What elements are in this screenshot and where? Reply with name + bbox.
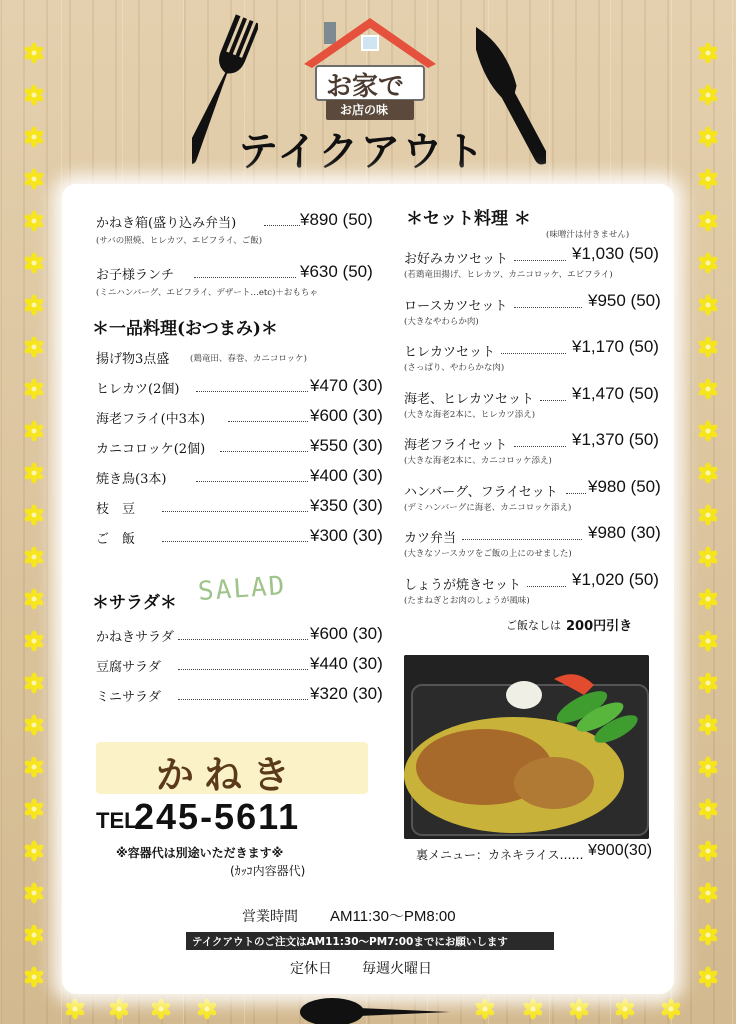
menu-item-price: ¥1,170 (50) bbox=[572, 337, 659, 356]
flower-icon bbox=[23, 84, 45, 106]
leader-dots bbox=[196, 391, 308, 392]
flower-icon bbox=[23, 126, 45, 148]
flower-icon bbox=[23, 252, 45, 274]
leader-dots bbox=[540, 400, 566, 401]
flower-icon bbox=[23, 672, 45, 694]
page-title: テイクアウト bbox=[238, 129, 487, 175]
section-heading-set: ＊セット料理 ＊ bbox=[406, 209, 531, 229]
leader-dots bbox=[162, 541, 308, 542]
flower-icon bbox=[697, 378, 719, 400]
closed-value: 毎週火曜日 bbox=[362, 961, 432, 977]
menu-item-desc: (大きなやわらか肉) bbox=[404, 316, 479, 327]
menu-item-desc: (ミニハンバーグ、エビフライ、デザート…etc)＋おもちゃ bbox=[96, 288, 318, 298]
flower-icon bbox=[23, 420, 45, 442]
flower-icon bbox=[697, 336, 719, 358]
section-heading-ippin: ＊一品料理(おつまみ)＊ bbox=[92, 319, 278, 339]
menu-item-price: ¥440 (30) bbox=[310, 654, 383, 673]
flower-icon bbox=[697, 84, 719, 106]
flower-icon bbox=[568, 998, 590, 1020]
no-rice-label: ご飯なしは bbox=[506, 619, 561, 632]
flower-icon bbox=[697, 924, 719, 946]
menu-item-name: 豆腐サラダ bbox=[96, 660, 161, 675]
shop-name: かねき bbox=[156, 752, 301, 797]
menu-item-name: ミニサラダ bbox=[96, 690, 161, 705]
menu-item-name: 焼き鳥(3本) bbox=[96, 472, 167, 487]
menu-item-name: ロースカツセット bbox=[404, 298, 508, 314]
menu-item-name: カツ弁当 bbox=[404, 531, 457, 546]
flower-icon bbox=[697, 756, 719, 778]
menu-item-price: ¥890 (50) bbox=[300, 210, 373, 229]
flower-icon bbox=[23, 924, 45, 946]
knife-icon bbox=[476, 8, 546, 174]
leader-dots bbox=[514, 260, 566, 261]
flower-icon bbox=[23, 210, 45, 232]
menu-item-desc: (大きな海老2本に、カニコロッケ添え) bbox=[404, 456, 552, 466]
menu-item-price: ¥550 (30) bbox=[310, 436, 383, 455]
menu-item-price: ¥350 (30) bbox=[310, 496, 383, 515]
leader-dots bbox=[196, 481, 308, 482]
menu-item-price: ¥1,020 (50) bbox=[572, 569, 659, 589]
menu-item-name: 海老、ヒレカツセット bbox=[404, 391, 535, 407]
hours-value: AM11:30〜PM8:00 bbox=[330, 908, 456, 925]
menu-item-name: かねき箱(盛り込み弁当) bbox=[96, 216, 237, 231]
menu-item-name: お子様ランチ bbox=[96, 268, 175, 283]
flower-icon bbox=[697, 672, 719, 694]
menu-item-price: ¥1,370 (50) bbox=[572, 430, 659, 449]
flower-icon bbox=[697, 294, 719, 316]
flower-icon bbox=[697, 210, 719, 232]
leader-dots bbox=[462, 539, 582, 540]
menu-item-desc: (デミハンバーグに海老、カニコロッケ添え) bbox=[404, 502, 572, 513]
menu-item-name: 枝 豆 bbox=[96, 502, 136, 517]
flower-icon bbox=[23, 504, 45, 526]
flower-icon bbox=[697, 588, 719, 610]
no-rice-value: 200円引き bbox=[566, 619, 633, 634]
leader-dots bbox=[566, 493, 586, 494]
flower-icon bbox=[697, 966, 719, 988]
flower-icon bbox=[23, 378, 45, 400]
menu-item-price: ¥1,470 (50) bbox=[572, 383, 659, 403]
menu-item-desc: (若鶏竜田揚げ、ヒレカツ、カニコロッケ、エビフライ) bbox=[404, 270, 613, 280]
leader-dots bbox=[178, 639, 308, 640]
leader-dots bbox=[228, 421, 308, 422]
flower-icon bbox=[660, 998, 682, 1020]
flower-icon bbox=[697, 798, 719, 820]
flower-icon bbox=[23, 756, 45, 778]
flower-icon bbox=[23, 882, 45, 904]
menu-item-price: ¥980 (30) bbox=[588, 523, 661, 542]
menu-item-price: ¥300 (30) bbox=[310, 526, 383, 545]
flower-icon bbox=[108, 998, 130, 1020]
flower-icon bbox=[697, 252, 719, 274]
leader-dots bbox=[514, 446, 566, 447]
menu-item-price: ¥600 (30) bbox=[310, 624, 383, 643]
menu-item-price: ¥950 (50) bbox=[588, 290, 661, 310]
brand-logo bbox=[300, 14, 440, 124]
flower-icon bbox=[474, 998, 496, 1020]
flower-icon bbox=[697, 168, 719, 190]
menu-item-name: ヒレカツセット bbox=[404, 345, 496, 360]
flower-icon bbox=[697, 630, 719, 652]
food-photo bbox=[404, 655, 649, 839]
flower-icon bbox=[697, 504, 719, 526]
flower-icon bbox=[23, 966, 45, 988]
menu-item-desc: (鶏竜田、春巻、カニコロッケ) bbox=[190, 354, 307, 364]
menu-item-name: ご 飯 bbox=[96, 532, 136, 547]
photo-caption-label: 裏メニュー：カネキライス…… bbox=[416, 848, 584, 862]
leader-dots bbox=[162, 511, 308, 512]
menu-item-price: ¥320 (30) bbox=[310, 684, 383, 703]
leader-dots bbox=[178, 699, 308, 700]
flower-icon bbox=[23, 336, 45, 358]
menu-item-name: ヒレカツ(2個) bbox=[96, 382, 180, 397]
order-note: テイクアウトのご注文はAM11:30〜PM7:00までにお願いします bbox=[192, 936, 508, 948]
menu-item-price: ¥470 (30) bbox=[310, 376, 383, 395]
menu-item-name: 揚げ物3点盛 bbox=[96, 352, 170, 367]
menu-item-price: ¥400 (30) bbox=[310, 466, 383, 485]
flower-icon bbox=[23, 798, 45, 820]
flower-icon bbox=[23, 294, 45, 316]
flower-icon bbox=[196, 998, 218, 1020]
closed-label: 定休日 bbox=[290, 961, 332, 977]
menu-item-price: ¥980 (50) bbox=[588, 476, 661, 496]
flower-icon bbox=[23, 840, 45, 862]
menu-item-name: お好みカツセット bbox=[404, 252, 509, 267]
flower-icon bbox=[522, 998, 544, 1020]
flower-icon bbox=[23, 714, 45, 736]
flower-icon bbox=[23, 630, 45, 652]
menu-item-name: 海老フライセット bbox=[404, 438, 508, 453]
menu-item-desc: (大きな海老2本に、ヒレカツ添え) bbox=[404, 409, 536, 420]
menu-item-desc: (さっぱり、やわらかな肉) bbox=[404, 363, 505, 373]
menu-item-name: 海老フライ(中3本) bbox=[96, 412, 206, 427]
flower-icon bbox=[697, 840, 719, 862]
menu-item-name: ハンバーグ、フライセット bbox=[404, 484, 558, 500]
tel-number: 245-5611 bbox=[134, 796, 301, 837]
leader-dots bbox=[264, 225, 300, 226]
menu-item-desc: (大きなソースカツをご飯の上にのせました) bbox=[404, 549, 572, 559]
menu-item-price: ¥630 (50) bbox=[300, 262, 373, 281]
section-heading-salad: ＊サラダ＊ bbox=[92, 593, 177, 613]
menu-item-price: ¥600 (30) bbox=[310, 406, 383, 425]
flower-icon bbox=[697, 126, 719, 148]
set-menu-note: (味噌汁は付きません) bbox=[546, 230, 630, 240]
flower-icon bbox=[23, 588, 45, 610]
spoon-icon bbox=[296, 994, 452, 1024]
flower-icon bbox=[23, 546, 45, 568]
flower-icon bbox=[697, 882, 719, 904]
flower-icon bbox=[23, 42, 45, 64]
container-note: ※容器代は別途いただきます※ bbox=[116, 846, 284, 860]
flower-icon bbox=[697, 714, 719, 736]
menu-item-price: ¥1,030 (50) bbox=[572, 244, 659, 263]
menu-item-name: しょうが焼きセット bbox=[404, 577, 522, 593]
hours-label: 営業時間 bbox=[242, 909, 298, 925]
leader-dots bbox=[194, 277, 296, 278]
flower-icon bbox=[64, 998, 86, 1020]
food-illustration bbox=[404, 655, 649, 839]
menu-item-desc: (サバの照焼、ヒレカツ、エビフライ、ご飯) bbox=[96, 236, 263, 246]
tel-prefix: TEL bbox=[96, 808, 138, 833]
flower-icon bbox=[697, 42, 719, 64]
leader-dots bbox=[220, 451, 308, 452]
flower-icon bbox=[697, 546, 719, 568]
photo-caption-price: ¥900(30) bbox=[588, 842, 653, 859]
flower-icon bbox=[697, 420, 719, 442]
flower-icon bbox=[150, 998, 172, 1020]
leader-dots bbox=[501, 353, 566, 354]
flower-icon bbox=[614, 998, 636, 1020]
menu-item-name: かねきサラダ bbox=[96, 630, 174, 645]
menu-item-desc: (たまねぎとお肉のしょうが風味) bbox=[404, 595, 530, 606]
flower-icon bbox=[697, 462, 719, 484]
leader-dots bbox=[514, 307, 582, 308]
brand-main: お家で bbox=[326, 72, 405, 102]
flower-icon bbox=[23, 168, 45, 190]
leader-dots bbox=[178, 669, 308, 670]
menu-item-name: カニコロッケ(2個) bbox=[96, 442, 206, 457]
salad-script: SALAD bbox=[197, 570, 288, 608]
brand-sub: お店の味 bbox=[340, 103, 389, 117]
leader-dots bbox=[527, 586, 566, 587]
flower-icon bbox=[23, 462, 45, 484]
container-sub: (ｶｯｺ内容器代) bbox=[230, 864, 306, 878]
